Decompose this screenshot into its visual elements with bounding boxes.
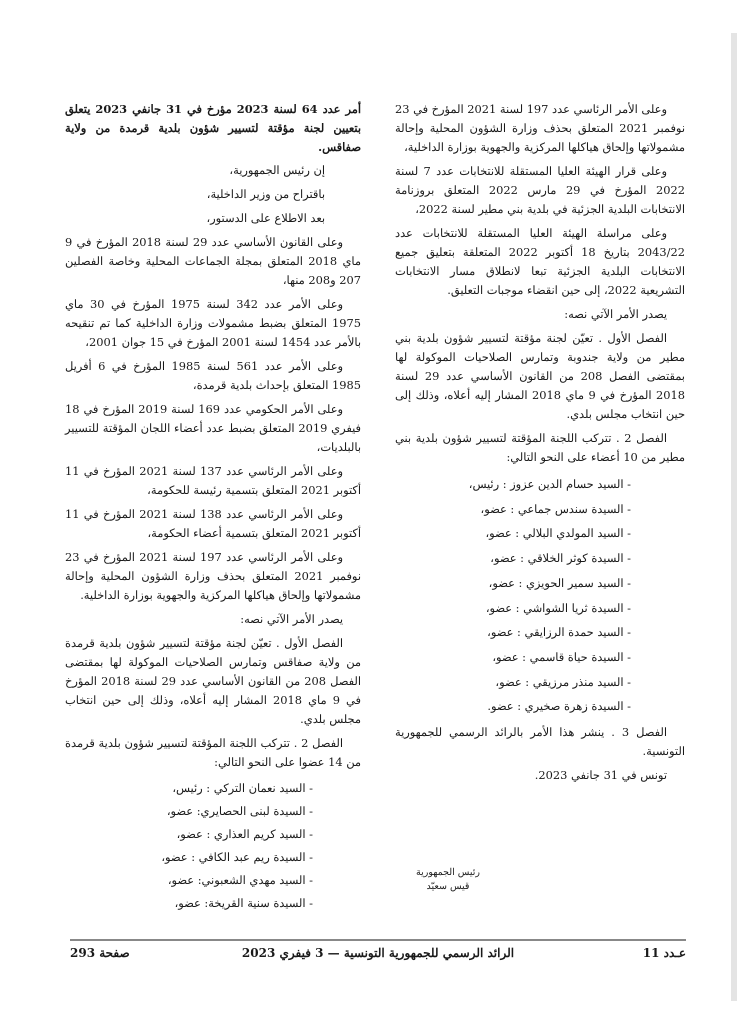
committee-member: - السيدة زهرة صخيري : عضو. bbox=[487, 699, 631, 714]
article-2: الفصل 2 . تتركب اللجنة المؤقتة لتسيير شؤون بلدية بني مطير من 10 أعضاء على النحو التالي: bbox=[395, 431, 685, 464]
signature-block bbox=[398, 866, 498, 894]
recital-paragraph: وعلى القانون الأساسي عدد 29 لسنة 2018 المؤرخ في 9 ماي 2018 المتعلق بمجلة الجماعات المحلية وخاصة الفصلين 207 و208 منها، bbox=[65, 235, 361, 287]
committee-member: - السيد حمدة الرزايقي : عضو، bbox=[487, 625, 631, 640]
footer-divider bbox=[70, 939, 686, 941]
committee-member: - السيدة ريم عبد الكافي : عضو، bbox=[161, 850, 313, 864]
recital-paragraph: وعلى الأمر الرئاسي عدد 197 لسنة 2021 المؤرخ في 23 نوفمبر 2021 المتعلق بحذف وزارة الشؤون المحلية وإحالة مشمولاتها وإلحاق هياكلها المركزية والجهوية بوزارة الداخلية. bbox=[65, 550, 361, 602]
left-column bbox=[65, 100, 361, 919]
committee-member: - السيد كريم العذاري : عضو، bbox=[176, 827, 313, 841]
committee-member: - السيدة كوثر الخلاقي : عضو، bbox=[490, 551, 631, 566]
page-footer bbox=[70, 946, 686, 964]
article-2: الفصل 2 . تتركب اللجنة المؤقتة لتسيير شؤون بلدية قرمدة من 14 عضوا على النحو التالي: bbox=[65, 736, 361, 769]
committee-members-list bbox=[395, 472, 685, 719]
signature-name: قيس سعيّد bbox=[426, 881, 470, 892]
committee-members-list bbox=[65, 777, 361, 915]
preamble-line: بعد الاطلاع على الدستور، bbox=[206, 211, 325, 225]
committee-member: - السيدة سنية القريخة: عضو، bbox=[174, 896, 313, 910]
decree-intro: يصدر الأمر الآتي نصه: bbox=[240, 612, 343, 626]
right-column bbox=[395, 100, 685, 790]
decree-intro: يصدر الأمر الآتي نصه: bbox=[564, 307, 667, 321]
preamble-line: إن رئيس الجمهورية، bbox=[229, 163, 325, 177]
publication-title: الرائد الرسمي للجمهورية التونسية — 3 فيفري 2023 bbox=[241, 946, 515, 960]
article-3: الفصل 3 . ينشر هذا الأمر بالرائد الرسمي للجمهورية التونسية. bbox=[395, 725, 685, 759]
committee-member: - السيدة سندس جماعي : عضو، bbox=[480, 501, 631, 516]
article-1: الفصل الأول . تعيّن لجنة مؤقتة لتسيير شؤون بلدية بني مطير من ولاية جندوبة وتمارس الصلاحيات الموكولة لها بمقتضى الفصل 208 من القانون الأساسي عدد 29 لسنة 2018 المؤرخ في 9 ماي 2018 المشار إليه أعلاه، وذلك إلى حين انتخاب مجلس بلدي. bbox=[395, 331, 685, 421]
scrollbar[interactable] bbox=[731, 33, 737, 1001]
recital-paragraph: وعلى الأمر الرئاسي عدد 138 لسنة 2021 المؤرخ في 11 أكتوبر 2021 المتعلق بتسمية أعضاء الحكومة، bbox=[65, 507, 361, 540]
committee-member: - السيد المولدي البلالي : عضو، bbox=[485, 526, 631, 541]
signature-title: رئيس الجمهورية bbox=[416, 867, 480, 878]
issue-number: عـدد 11 bbox=[642, 946, 686, 960]
committee-member: - السيد سمير الحويزي : عضو، bbox=[488, 575, 631, 590]
committee-member: - السيد منذر مرزيقي : عضو، bbox=[495, 674, 631, 689]
committee-member: - السيدة لبنى الحصايري: عضو، bbox=[166, 804, 313, 818]
committee-member: - السيد مهدي الشعبوني: عضو، bbox=[167, 873, 313, 887]
committee-member: - السيدة حياة قاسمي : عضو، bbox=[492, 649, 631, 664]
date-line: تونس في 31 جانفي 2023. bbox=[534, 768, 667, 783]
recital-paragraph: وعلى مراسلة الهيئة العليا المستقلة للانتخابات عدد 2043/22 بتاريخ 18 أكتوبر 2022 المتعلقة بتعليق جميع الانتخابات البلدية الجزئية تبعا لانطلاق مسار الانتخابات التشريعية 2022، إلى حين انقضاء موجبات التعليق. bbox=[395, 226, 685, 297]
page-number: صفحة 293 bbox=[70, 946, 130, 960]
recital-paragraph: وعلى الأمر الرئاسي عدد 137 لسنة 2021 المؤرخ في 11 أكتوبر 2021 المتعلق بتسمية رئيسة للحكومة، bbox=[65, 464, 361, 497]
recital-paragraph: وعلى الأمر الرئاسي عدد 197 لسنة 2021 المؤرخ في 23 نوفمبر 2021 المتعلق بحذف وزارة الشؤون المحلية وإحالة مشمولاتها وإلحاق هياكلها المركزية والجهوية بوزارة الداخلية، bbox=[395, 102, 685, 154]
decree-heading: أمر عدد 64 لسنة 2023 مؤرخ في 31 جانفي 2023 يتعلق بتعيين لجنة مؤقتة لتسيير شؤون بلدية قرمدة من ولاية صفاقس. bbox=[65, 102, 361, 154]
recital-paragraph: وعلى الأمر عدد 561 لسنة 1985 المؤرخ في 6 أفريل 1985 المتعلق بإحداث بلدية قرمدة، bbox=[65, 359, 361, 392]
preamble-line: باقتراح من وزير الداخلية، bbox=[206, 187, 325, 201]
recital-paragraph: وعلى الأمر الحكومي عدد 169 لسنة 2019 المؤرخ في 18 فيفري 2019 المتعلق بضبط عدد أعضاء اللجان المؤقتة للتسيير بالبلديات، bbox=[65, 402, 361, 454]
recital-paragraph: وعلى الأمر عدد 342 لسنة 1975 المؤرخ في 30 ماي 1975 المتعلق بضبط مشمولات وزارة الداخلية كما تم تنقيحه بالأمر عدد 1454 لسنة 2001 المؤرخ في 15 جوان 2001، bbox=[65, 297, 361, 349]
committee-member: - السيد نعمان التركي : رئيس، bbox=[172, 781, 313, 795]
committee-member: - السيدة ثريا الشواشي : عضو، bbox=[485, 600, 631, 615]
article-1: الفصل الأول . تعيّن لجنة مؤقتة لتسيير شؤون بلدية قرمدة من ولاية صفاقس وتمارس الصلاحيات الموكولة لها بمقتضى الفصل 208 من القانون الأساسي عدد 29 لسنة 2018 المؤرخ في 9 ماي 2018 المشار إليه أعلاه، وذلك إلى حين انتخاب مجلس بلدي. bbox=[65, 636, 361, 726]
committee-member: - السيد حسام الدين عزوز : رئيس، bbox=[468, 477, 631, 491]
recital-paragraph: وعلى قرار الهيئة العليا المستقلة للانتخابات عدد 7 لسنة 2022 المؤرخ في 29 مارس 2022 المتعلق بروزنامة الانتخابات البلدية الجزئية في بلدية بني مطير لسنة 2022، bbox=[395, 164, 685, 216]
